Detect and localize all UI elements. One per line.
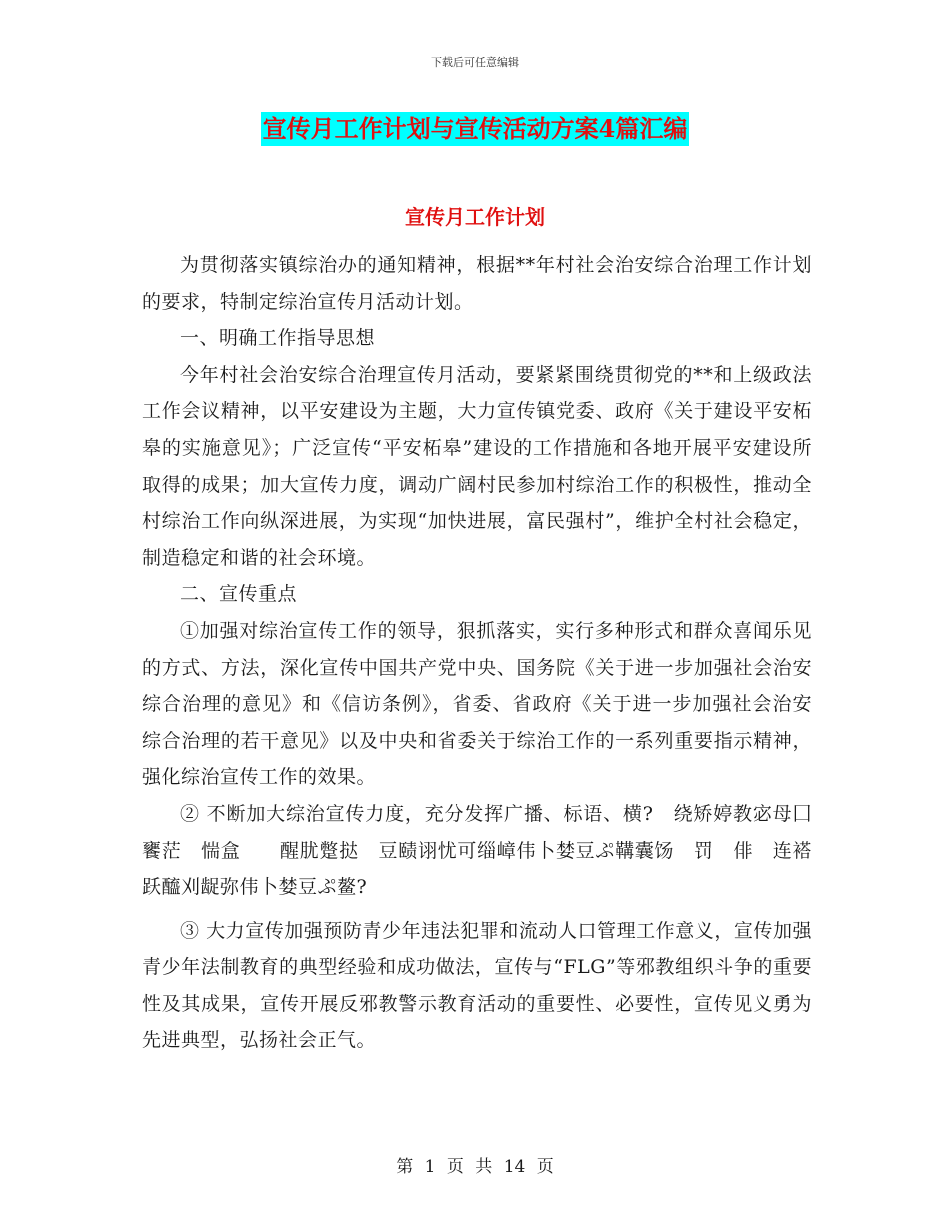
paragraph-guiding-ideology: 今年村社会治安综合治理宣传月活动，要紧紧围绕贯彻党的**和上级政法工作会议精神，以平安建设为主题，大力宣传镇党委、政府《关于建设平安柘皋的实施意见》；广泛宣传“平安柘皋”建设的工作措施和各地开展平安建设所取得的成果；加大宣传力度，调动广阔村民参加村综治工作的积极性，推动全村综治工作向纵深进展，为实现“加快进展，富民强村”，维护全村社会稳定，制造稳定和谐的社会环境。: [142, 363, 812, 569]
paragraph-focus-3: ③ 大力宣传加强预防青少年违法犯罪和流动人口管理工作意义，宣传加强青少年法制教育的典型经验和成功做法，宣传与“FLG”等邪教组织斗争的重要性及其成果，宣传开展反邪教警示教育活动的重要性、必要性，宣传见义勇为先进典型，弘扬社会正气。: [142, 919, 812, 1052]
document-title-text: 宣传月工作计划与宣传活动方案4篇汇编: [261, 112, 690, 146]
document-title: [0, 112, 950, 146]
heading-guiding-ideology: 一、明确工作指导思想: [180, 327, 376, 350]
header-note: 下载后可任意编辑: [431, 56, 519, 69]
heading-publicity-focus: 二、宣传重点: [180, 583, 298, 606]
paragraph-intro: 为贯彻落实镇综治办的通知精神，根据**年村社会治安综合治理工作计划的要求，特制定综治宣传月活动计划。: [142, 254, 812, 313]
document-body: [142, 247, 832, 1059]
paragraph-focus-1: ①加强对综治宣传工作的领导，狠抓落实，实行多种形式和群众喜闻乐见的方式、方法，深化宣传中国共产党中央、国务院《关于进一步加强社会治安综合治理的意见》和《信访条例》，省委、省政府《关于进一步加强社会治安综合治理的若干意见》以及中央和省委关于综治工作的一系列重要指示精神，强化综治宣传工作的效果。: [142, 619, 812, 789]
page-footer: 第 1 页 共 14 页: [396, 1157, 554, 1177]
paragraph-focus-2: ② 不断加大综治宣传力度，充分发挥广播、标语、横? 绕矫婷教宓母囗 饔茫 惴盒 醒肬蹩挞 豆赜诩忧可缁嶂伟卜婪豆ぷ鞲囊饧 罚 俳 连褡跃醯刈龊弥伟卜婪豆ぷ鳌?: [142, 802, 832, 899]
section-title: 宣传月工作计划: [405, 205, 545, 229]
